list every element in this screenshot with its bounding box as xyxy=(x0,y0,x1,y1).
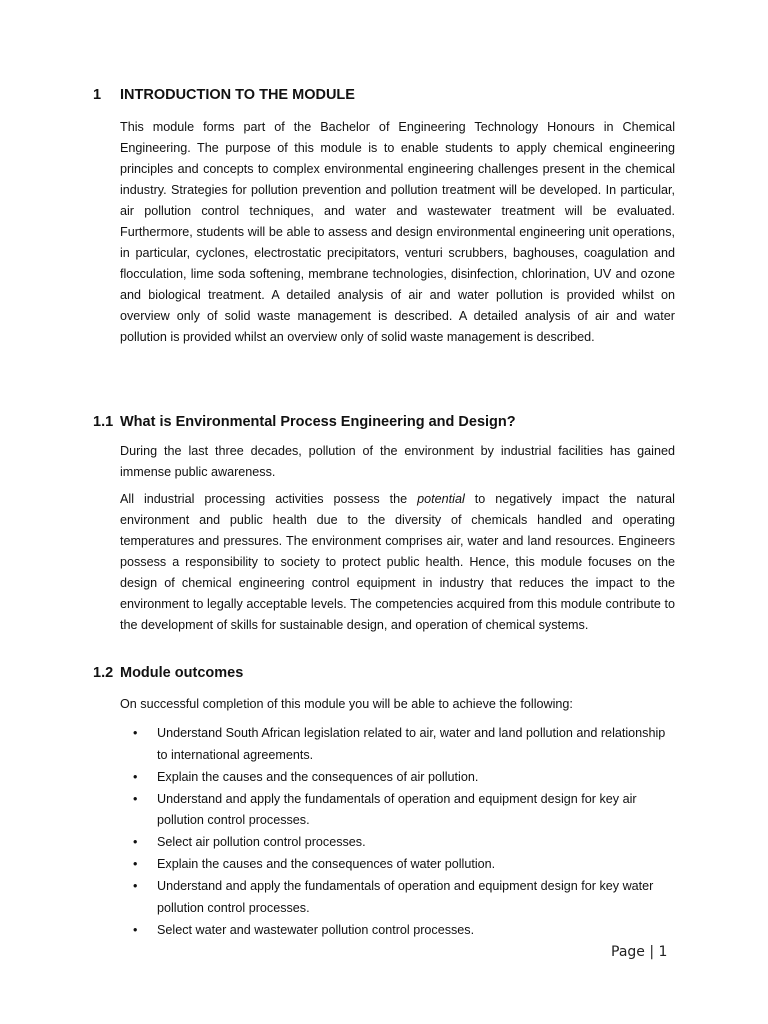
bullet-icon: • xyxy=(133,835,138,849)
bullet-icon: • xyxy=(133,857,138,871)
list-item xyxy=(120,832,675,854)
bullet-icon: • xyxy=(133,726,138,740)
list-item xyxy=(120,767,675,789)
text: to negatively impact the natural environment and public health due to the diversity of chemicals handled and operating temperatures and pressures. The environment comprises air, water and land resources. Engineers possess a responsibility to society to protect public health. Hence, this module focuses on the design of chemical engineering control equipment in industry that reduces the impact to the environment to legally acceptable levels. The competencies acquired from this module contribute to the development of skills for sustainable design, and operation of chemical systems. xyxy=(120,492,675,632)
section-title: What is Environmental Process Engineering and Design? xyxy=(120,414,516,430)
page-number: Page | 1 xyxy=(611,944,668,960)
awareness-paragraph: During the last three decades, pollution of the environment by industrial facilities has gained immense public awareness. xyxy=(120,444,675,479)
section-number: 1 xyxy=(93,87,102,103)
outcome-text: Select water and wastewater pollution control processes. xyxy=(157,922,475,937)
section-title: INTRODUCTION TO THE MODULE xyxy=(120,87,355,103)
outcome-text: Understand and apply the fundamentals of operation and equipment design for key air pollution control processes. xyxy=(157,791,637,827)
list-item xyxy=(120,876,675,919)
outcome-text: Select air pollution control processes. xyxy=(157,835,366,849)
outcomes-intro: On successful completion of this module you will be able to achieve the following: xyxy=(120,697,573,711)
outcome-text: Explain the causes and the consequences of water pollution. xyxy=(157,857,496,871)
list-item xyxy=(120,854,675,876)
bullet-icon: • xyxy=(133,769,138,784)
list-item xyxy=(120,789,675,832)
bullet-icon: • xyxy=(133,922,138,937)
text: All industrial processing activities possess the xyxy=(120,492,418,506)
list-item xyxy=(120,723,675,766)
intro-paragraph: This module forms part of the Bachelor of Engineering Technology Honours in Chemical Engineering. The purpose of this module is to enable students to apply chemical engineering principles and concepts to complex environmental engineering challenges present in the chemical industry. Strategies for pollution prevention and pollution treatment will be developed. In particular, air pollution control techniques, and water and wastewater treatment will be evaluated. Furthermore, students will be able to assess and design environmental engineering unit operations, in particular, cyclones, electrostatic precipitators, venturi scrubbers, baghouses, coagulation and flocculation, lime soda softening, membrane technologies, disinfection, chlorination, UV and ozone and biological treatment. A detailed analysis of air and water pollution is provided whilst on overview only of solid waste management is described. A detailed analysis of air and water pollution is provided whilst an overview only of solid waste management is described. xyxy=(120,120,675,344)
potential-paragraph xyxy=(120,489,675,636)
section-number: 1.1 xyxy=(93,414,114,430)
bullet-icon: • xyxy=(133,791,138,806)
list-item xyxy=(120,920,675,942)
section-number: 1.2 xyxy=(93,665,114,681)
outcome-text: Explain the causes and the consequences of air pollution. xyxy=(157,769,479,784)
outcome-text: Understand South African legislation related to air, water and land pollution and relationship to international agreements. xyxy=(157,726,666,762)
section-title: Module outcomes xyxy=(120,665,244,681)
outcome-text: Understand and apply the fundamentals of operation and equipment design for key water pollution control processes. xyxy=(157,879,654,915)
outcomes-list xyxy=(120,723,675,942)
bullet-icon: • xyxy=(133,879,138,893)
emphasis-text: potential xyxy=(417,492,465,506)
